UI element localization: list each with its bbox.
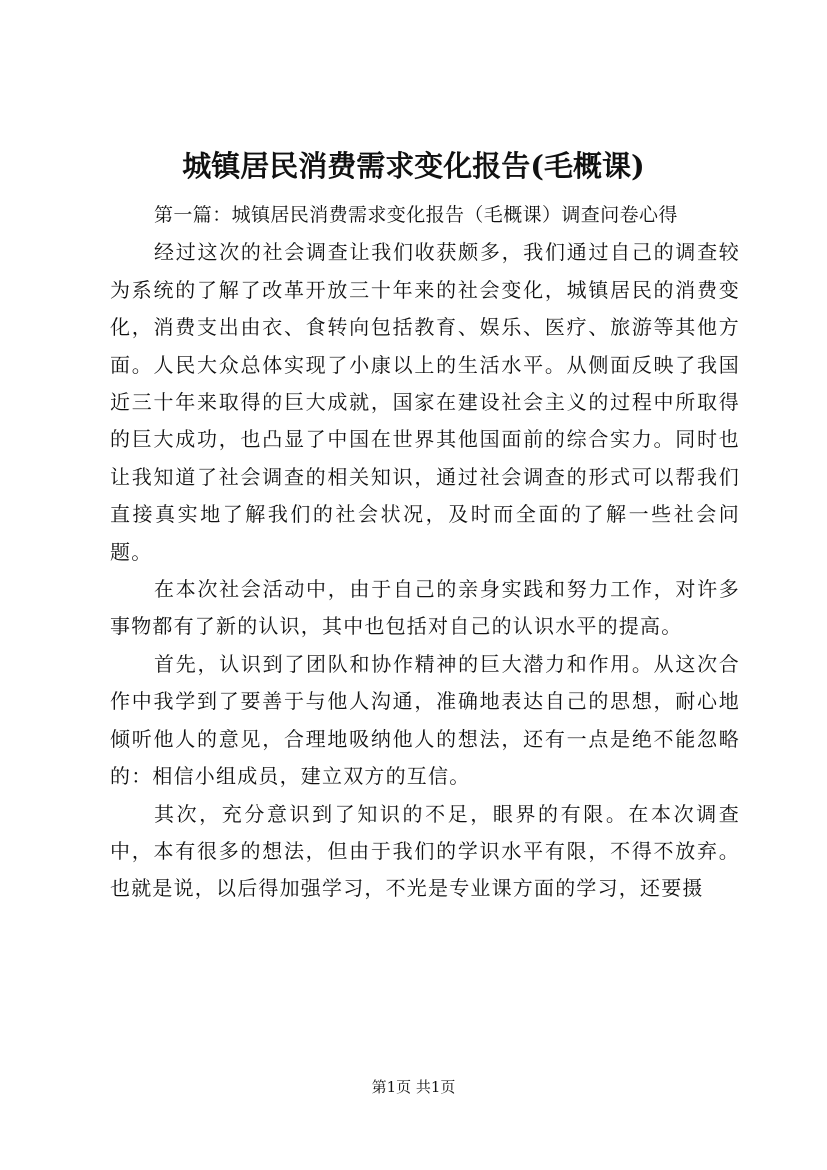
paragraph: 其次，充分意识到了知识的不足，眼界的有限。在本次调查中，本有很多的想法，但由于我们的学识水平有限，不得不放弃。也就是说，以后得加强学习，不光是专业课方面的学习，还要摄 (110, 801, 740, 901)
paragraph: 经过这次的社会调查让我们收获颇多，我们通过自己的调查较为系统的了解了改革开放三十年来的社会变化，城镇居民的消费变化，消费支出由衣、食转向包括教育、娱乐、医疗、旅游等其他方面。人民大众总体实现了小康以上的生活水平。从侧面反映了我国近三十年来取得的巨大成就，国家在建设社会主义的过程中所取得的巨大成功，也凸显了中国在世界其他国面前的综合实力。同时也让我知道了社会调查的相关知识，通过社会调查的形式可以帮我们直接真实地了解我们的社会状况，及时而全面的了解一些社会问题。 (110, 240, 740, 564)
document-body (110, 197, 740, 908)
paragraph: 首先，认识到了团队和协作精神的巨大潜力和作用。从这次合作中我学到了要善于与他人沟通，准确地表达自己的思想，耐心地倾听他人的意见，合理地吸纳他人的想法，还有一点是绝不能忽略的：相信小组成员，建立双方的互信。 (110, 651, 740, 789)
section-heading: 第一篇：城镇居民消费需求变化报告（毛概课）调查问卷心得 (154, 204, 678, 226)
paragraph: 在本次社会活动中，由于自己的亲身实践和努力工作，对许多事物都有了新的认识，其中也包括对自己的认识水平的提高。 (110, 577, 740, 639)
page-footer: 第1页 共1页 (371, 1078, 456, 1096)
document-title: 城镇居民消费需求变化报告(毛概课) (182, 149, 645, 183)
